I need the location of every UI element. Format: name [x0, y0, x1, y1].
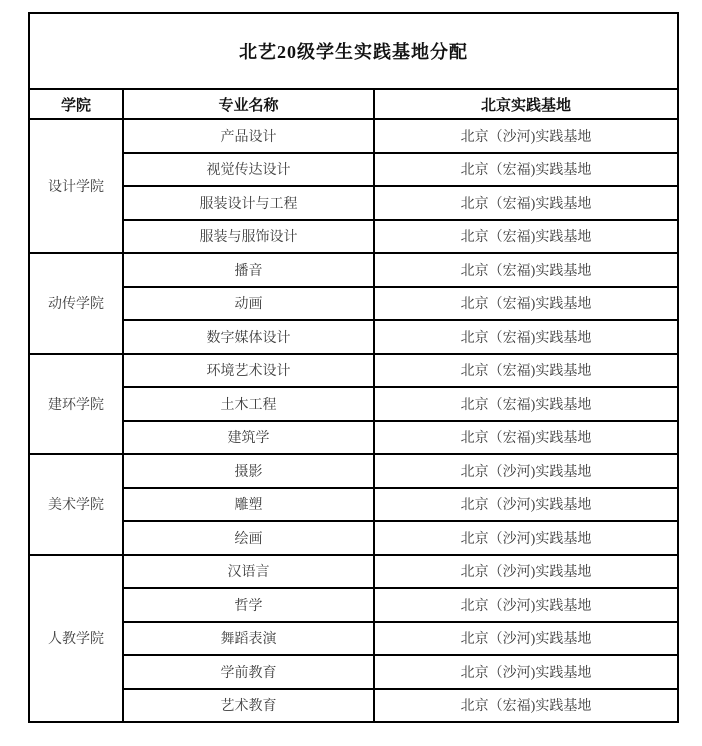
base-cell: 北京（宏福)实践基地 [374, 186, 678, 220]
major-cell: 播音 [123, 253, 374, 287]
base-cell: 北京（宏福)实践基地 [374, 387, 678, 421]
college-cell: 建环学院 [29, 354, 123, 455]
table-row [29, 354, 678, 388]
table-row [29, 119, 678, 153]
table-row [29, 454, 678, 488]
table-row [29, 387, 678, 421]
major-cell: 建筑学 [123, 421, 374, 455]
base-cell: 北京（沙河)实践基地 [374, 655, 678, 689]
major-cell: 视觉传达设计 [123, 153, 374, 187]
major-cell: 学前教育 [123, 655, 374, 689]
base-cell: 北京（宏福)实践基地 [374, 689, 678, 723]
table-row [29, 320, 678, 354]
col-header-college: 学院 [29, 89, 123, 119]
major-cell: 服装设计与工程 [123, 186, 374, 220]
major-cell: 服装与服饰设计 [123, 220, 374, 254]
college-cell: 设计学院 [29, 119, 123, 253]
base-cell: 北京（宏福)实践基地 [374, 220, 678, 254]
table-body [29, 119, 678, 722]
base-cell: 北京（宏福)实践基地 [374, 253, 678, 287]
base-cell: 北京（宏福)实践基地 [374, 354, 678, 388]
college-cell: 动传学院 [29, 253, 123, 354]
base-cell: 北京（沙河)实践基地 [374, 555, 678, 589]
base-cell: 北京（沙河)实践基地 [374, 622, 678, 656]
table-row [29, 153, 678, 187]
major-cell: 数字媒体设计 [123, 320, 374, 354]
table-row [29, 421, 678, 455]
major-cell: 摄影 [123, 454, 374, 488]
col-header-major: 专业名称 [123, 89, 374, 119]
col-header-base: 北京实践基地 [374, 89, 678, 119]
major-cell: 汉语言 [123, 555, 374, 589]
base-cell: 北京（宏福)实践基地 [374, 320, 678, 354]
title-row [29, 13, 678, 89]
base-cell: 北京（宏福)实践基地 [374, 153, 678, 187]
major-cell: 艺术教育 [123, 689, 374, 723]
major-cell: 绘画 [123, 521, 374, 555]
table-row [29, 287, 678, 321]
header-row [29, 89, 678, 119]
college-cell: 人教学院 [29, 555, 123, 723]
major-cell: 舞蹈表演 [123, 622, 374, 656]
base-cell: 北京（宏福)实践基地 [374, 421, 678, 455]
major-cell: 哲学 [123, 588, 374, 622]
base-cell: 北京（宏福)实践基地 [374, 287, 678, 321]
table-row [29, 588, 678, 622]
major-cell: 土木工程 [123, 387, 374, 421]
allocation-table [28, 12, 679, 723]
major-cell: 产品设计 [123, 119, 374, 153]
major-cell: 环境艺术设计 [123, 354, 374, 388]
base-cell: 北京（沙河)实践基地 [374, 488, 678, 522]
table-row [29, 521, 678, 555]
major-cell: 雕塑 [123, 488, 374, 522]
table-row [29, 186, 678, 220]
table-row [29, 488, 678, 522]
table-title: 北艺20级学生实践基地分配 [29, 13, 678, 89]
base-cell: 北京（沙河)实践基地 [374, 588, 678, 622]
table-row [29, 622, 678, 656]
table-row [29, 655, 678, 689]
major-cell: 动画 [123, 287, 374, 321]
base-cell: 北京（沙河)实践基地 [374, 454, 678, 488]
base-cell: 北京（沙河)实践基地 [374, 521, 678, 555]
table-row [29, 689, 678, 723]
college-cell: 美术学院 [29, 454, 123, 555]
table-row [29, 220, 678, 254]
table-row [29, 253, 678, 287]
table-row [29, 555, 678, 589]
base-cell: 北京（沙河)实践基地 [374, 119, 678, 153]
